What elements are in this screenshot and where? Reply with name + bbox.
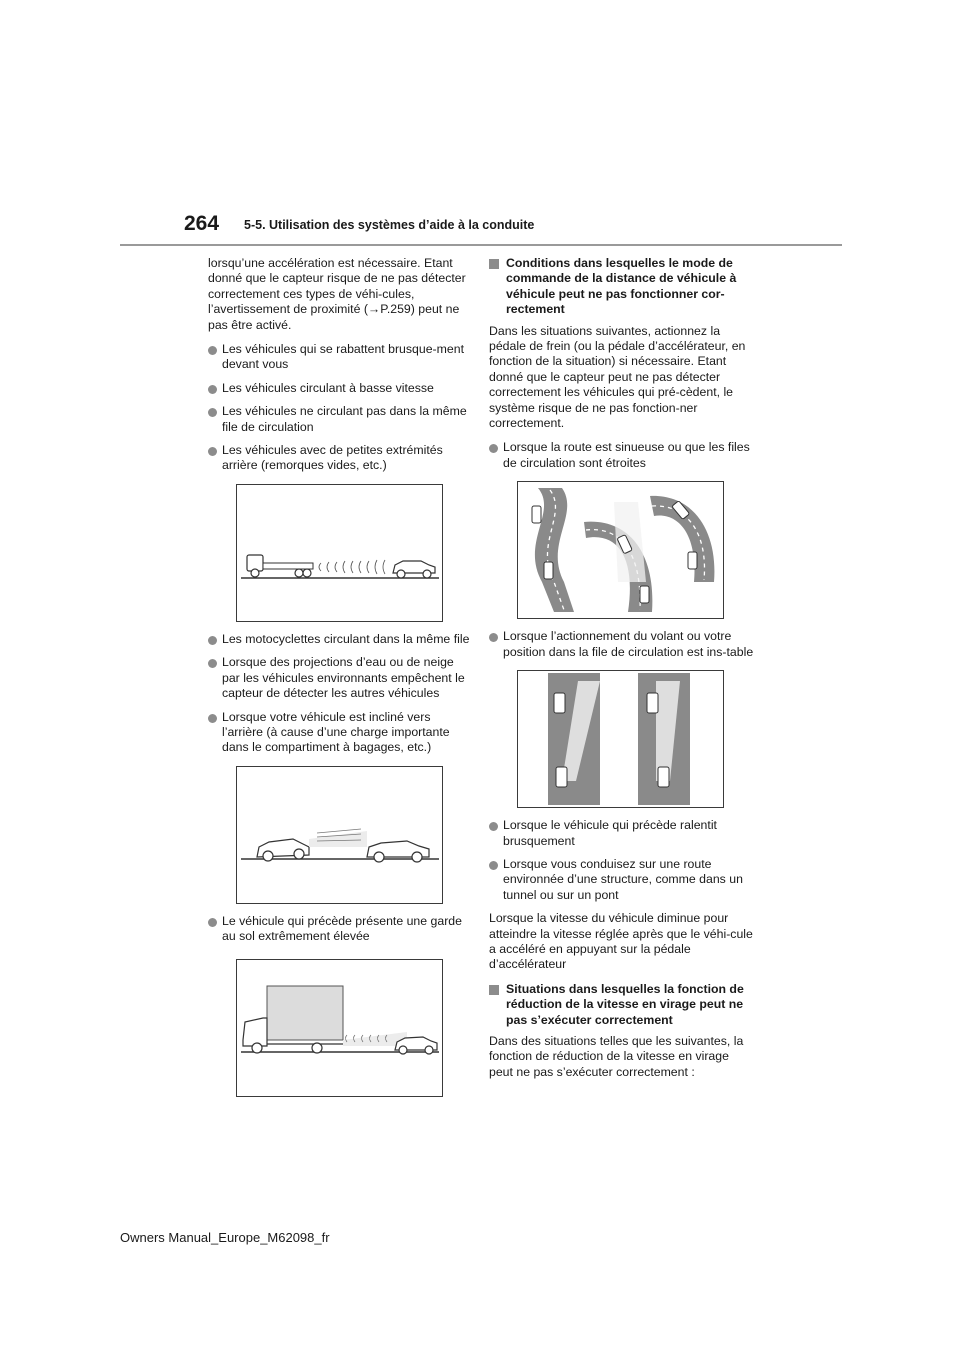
high-clearance-truck-illustration — [237, 960, 442, 1096]
figure-winding-road — [517, 481, 724, 619]
bullet-dot-icon — [489, 444, 498, 453]
list-item: Les motocyclettes circulant dans la même file — [208, 632, 470, 647]
paragraph: Dans des situations telles que les suivantes, la fonction de réduction de la vitesse en virage peut ne pas s’exécuter correctement : — [489, 1033, 744, 1079]
bullet-dot-icon — [208, 636, 217, 645]
heading-square-icon — [489, 259, 499, 269]
list-item: Lorsque l’actionnement du volant ou votre position dans la file de circulation est ins-table — [489, 629, 755, 660]
list-item: Lorsque vous conduisez sur une route environnée d’une structure, comme dans un tunnel ou sur un pont — [489, 857, 755, 903]
list-item: Les véhicules circulant à basse vitesse — [208, 381, 470, 396]
list-item: Les véhicules qui se rabattent brusque-ment devant vous — [208, 342, 470, 373]
unstable-lane-illustration — [518, 671, 723, 807]
winding-road-illustration — [518, 482, 723, 618]
bullet-dot-icon — [208, 385, 217, 394]
figure-inclined-vehicle — [236, 766, 443, 904]
list-item: Lorsque le véhicule qui précède ralentit brusquement — [489, 818, 755, 849]
list-item: Lorsque des projections d’eau ou de neige par les véhicules environnants empêchent le capteur de détecter les autres véhicules — [208, 655, 470, 701]
bullet-dot-icon — [489, 822, 498, 831]
list-item: Lorsque votre véhicule est incliné vers l’arrière (à cause d’une charge importante dans le compartiment à bagages, etc.) — [208, 710, 470, 756]
list-item: Le véhicule qui précède présente une garde au sol extrêmement élevée — [208, 914, 470, 945]
bullet-dot-icon — [489, 861, 498, 870]
bullet-dot-icon — [208, 447, 217, 456]
paragraph: Dans les situations suivantes, actionnez la pédale de frein (ou la pédale d’accélérateur, en fonction de la situation) si nécessaire. Etant donné que le capteur peut ne pas détecter correctement les véhicules qui pré-cèdent, le système risque de ne pas fonction-ner correctement. — [489, 323, 746, 431]
inclined-vehicle-illustration — [237, 767, 442, 903]
figure-unstable-lane-position — [517, 670, 724, 808]
right-column — [489, 256, 755, 1089]
figure-small-trailer — [236, 484, 443, 622]
page-number: 264 — [184, 212, 220, 235]
section-title: 5-5. Utilisation des systèmes d’aide à la conduite — [244, 218, 535, 232]
bullet-dot-icon — [208, 918, 217, 927]
list-item: Les véhicules ne circulant pas dans la même file de circulation — [208, 404, 470, 435]
header-rule — [120, 244, 842, 246]
footer-text: Owners Manual_Europe_M62098_fr — [120, 1230, 330, 1245]
bullet-dot-icon — [208, 346, 217, 355]
subheading: Conditions dans lesquelles le mode de commande de la distance de véhicule à véhicule peut ne pas fonctionner cor-rectement — [489, 256, 755, 318]
bullet-dot-icon — [208, 408, 217, 417]
left-column — [208, 256, 470, 1107]
small-trailer-illustration — [237, 485, 442, 621]
subheading: Situations dans lesquelles la fonction de réduction de la vitesse en virage peut ne pas s’exécuter correctement — [489, 982, 755, 1028]
list-item: Les véhicules avec de petites extrémités arrière (remorques vides, etc.) — [208, 443, 470, 474]
heading-square-icon — [489, 985, 499, 995]
list-item: Lorsque la route est sinueuse ou que les files de circulation sont étroites — [489, 440, 755, 471]
bullet-dot-icon — [208, 659, 217, 668]
intro-paragraph: lorsqu’une accélération est nécessaire. Etant donné que le capteur risque de ne pas détecter correctement ces types de véhi-cules, l’avertissement de proximité (→P.259) peut ne pas être activé. — [208, 256, 466, 332]
bullet-dot-icon — [489, 633, 498, 642]
bullet-dot-icon — [208, 714, 217, 723]
paragraph: Lorsque la vitesse du véhicule diminue pour atteindre la vitesse réglée après que le véhi-cule a accéléré en appuyant sur la pédale d’accélérateur — [489, 911, 753, 972]
figure-high-clearance-truck — [236, 959, 443, 1097]
